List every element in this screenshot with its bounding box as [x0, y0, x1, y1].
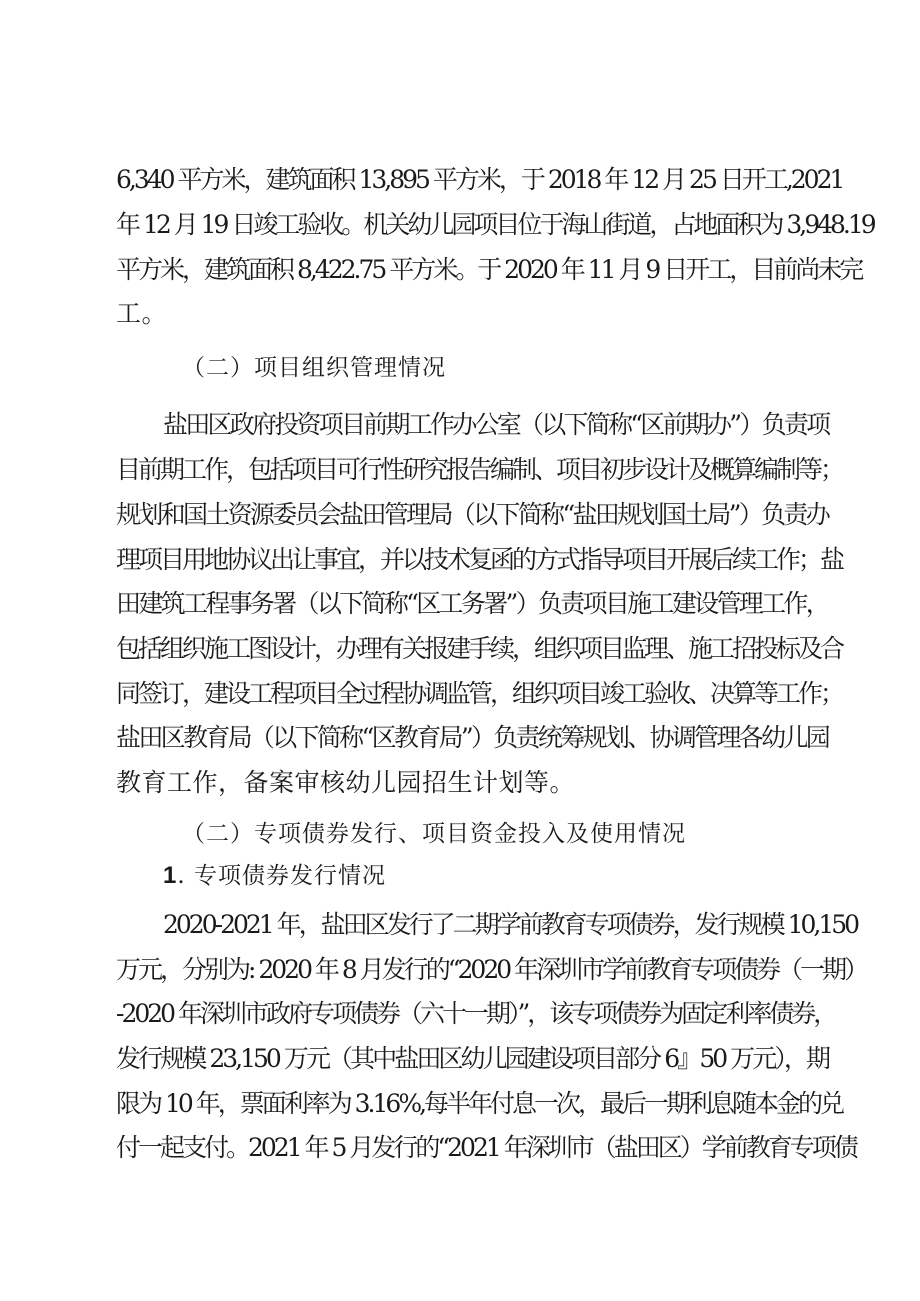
- paragraph-line: 教育工作，备案审核幼儿园招生计划等。: [116, 768, 576, 797]
- section-heading-funds: （二）专项债券发行、项目资金投入及使用情况: [182, 821, 686, 847]
- paragraph-line: 万元，分别为: 2020 年 8 月发行的“2020 年深圳市学前教育专项债券（一期）: [116, 955, 867, 984]
- paragraph-line: 6,340 平方米，建筑面积 13,895 平方米，于 2018 年 12 月 25 日开工,2021: [116, 165, 843, 194]
- paragraph-line: 目前期工作，包括项目可行性研究报告编制、项目初步设计及概算编制等；: [116, 455, 843, 484]
- paragraph-line: 理项目用地协议出让事宜，并以技术复函的方式指导项目开展后续工作；盐: [116, 545, 843, 574]
- paragraph-line: 付一起支付。2021 年 5 月发行的“2021 年深圳市（盐田区）学前教育专项债: [116, 1133, 856, 1162]
- subheading-number: 1: [163, 862, 178, 889]
- subheading-text: . 专项债券发行情况: [177, 863, 386, 889]
- paragraph-line: 2020-2021 年，盐田区发行了二期学前教育专项债券，发行规模 10,150: [163, 910, 858, 939]
- subheading-bond-issuance: [163, 860, 386, 892]
- paragraph-line: -2020 年深圳市政府专项债券（六十一期）”，该专项债券为固定利率债券，: [116, 999, 836, 1028]
- paragraph-line: 年 12 月 19 日竣工验收。机关幼儿园项目位于海山街道，占地面积为 3,948.19: [116, 210, 874, 239]
- paragraph-line: 限为 10 年，票面利率为 3.16%,每半年付息一次，最后一期利息随本金的兑: [116, 1089, 843, 1118]
- section-heading-organization: （二）项目组织管理情况: [182, 355, 446, 381]
- paragraph-line: 平方米，建筑面积 8,422.75 平方米。于 2020 年 11 月 9 日开工，目前尚未完: [116, 255, 862, 284]
- paragraph-line: 盐田区政府投资项目前期工作办公室（以下简称“区前期办”）负责项: [163, 410, 829, 439]
- paragraph-line: 田建筑工程事务署（以下简称“区工务署”）负责项目施工建设管理工作，: [116, 589, 828, 618]
- paragraph-line: 规划和国土资源委员会盐田管理局（以下简称“盐田规划国土局”）负责办: [116, 500, 828, 529]
- paragraph-line: 发行规模 23,150 万元（其中盐田区幼儿园建设项目部分 6』50 万元），期: [116, 1044, 828, 1073]
- paragraph-line: 盐田区教育局（以下简称“区教育局”）负责统筹规划、协调管理各幼儿园: [116, 723, 828, 752]
- paragraph-line: 工。: [116, 299, 168, 328]
- paragraph-line: 同签订，建设工程项目全过程协调监管，组织项目竣工验收、决算等工作；: [116, 679, 843, 708]
- paragraph-line: 包括组织施工图设计，办理有关报建手续，组织项目监理、施工招投标及合: [116, 634, 843, 663]
